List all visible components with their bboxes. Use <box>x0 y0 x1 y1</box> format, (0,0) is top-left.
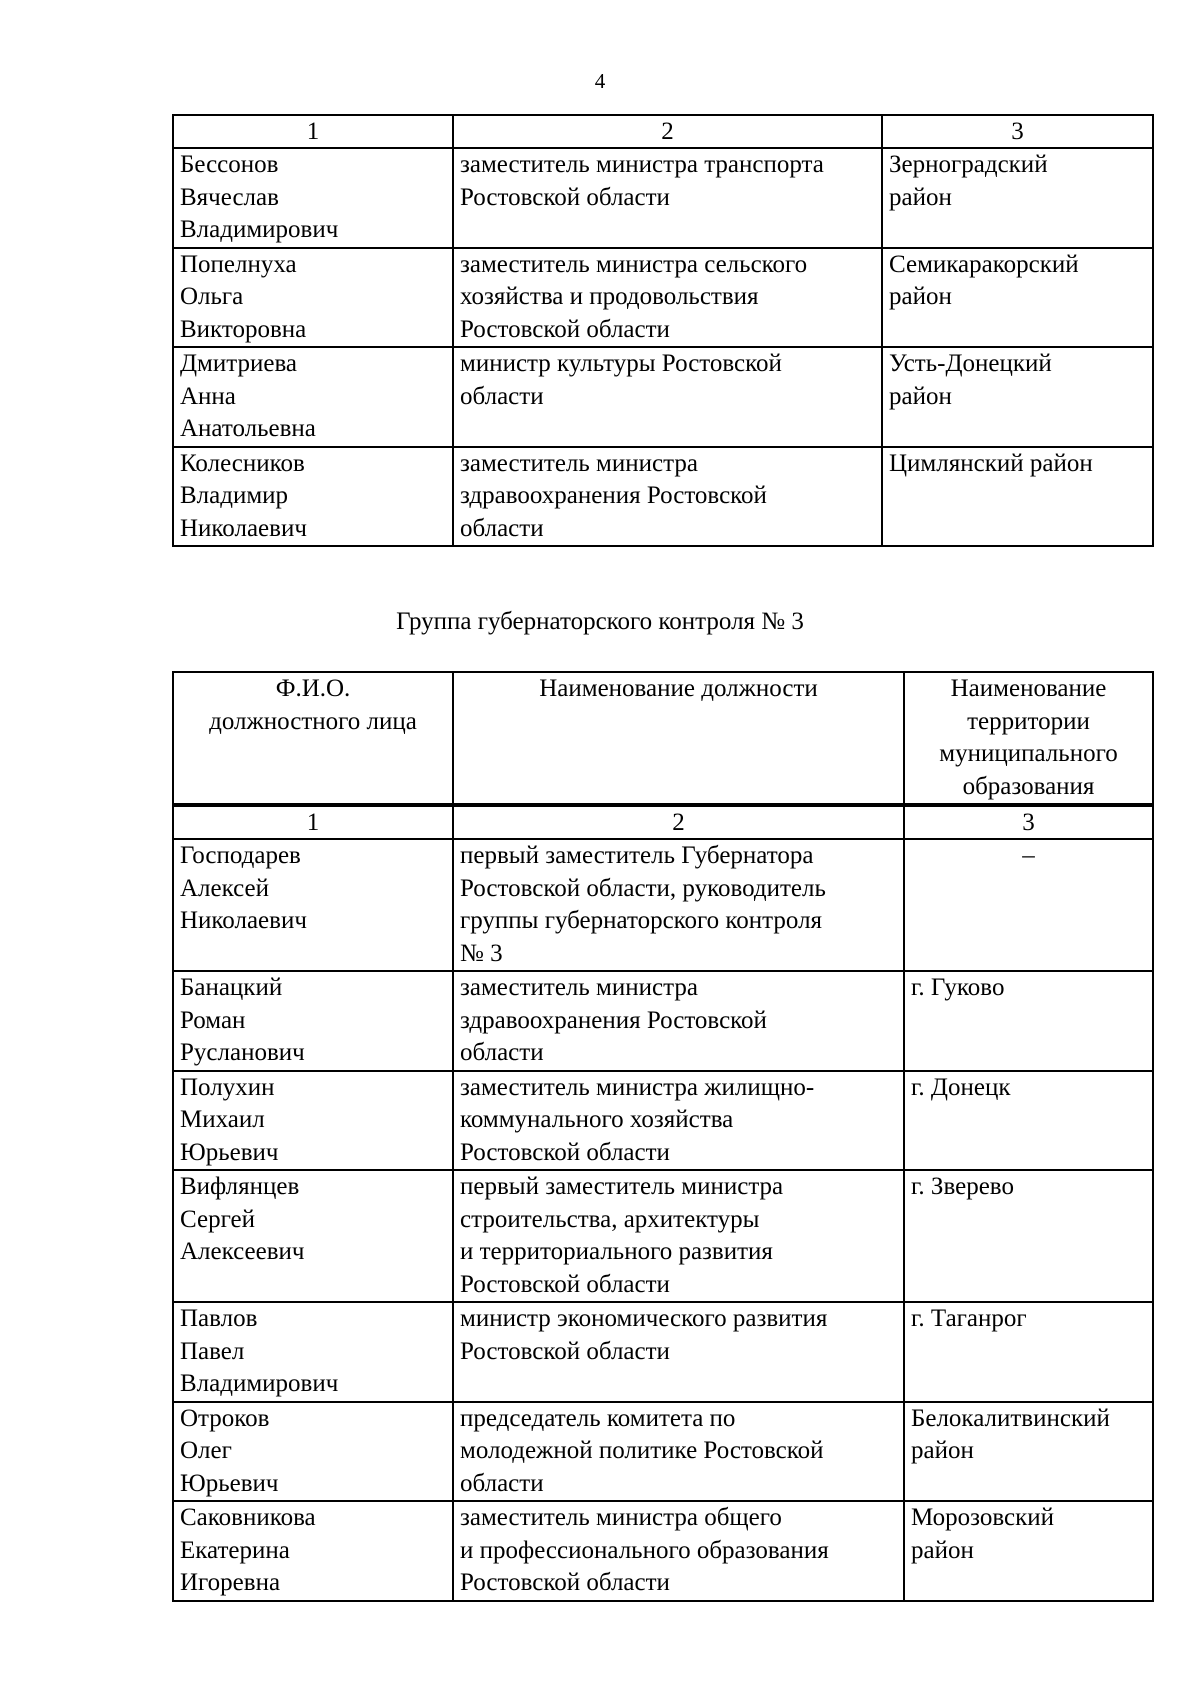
column-number-row <box>173 115 1153 148</box>
name-line: Роман <box>180 1006 246 1034</box>
official-name-cell <box>173 1402 453 1502</box>
column-number: 2 <box>453 115 882 148</box>
position-line: области <box>460 382 544 410</box>
table-row <box>173 1170 1153 1302</box>
name-line: Михаил <box>180 1106 265 1133</box>
territory-line: г. Зверево <box>911 1173 1014 1200</box>
name-line: Николаевич <box>180 907 307 934</box>
position-line: министр культуры Ростовской <box>460 350 782 377</box>
column-number: 3 <box>882 115 1153 148</box>
position-line: заместитель министра жилищно- <box>460 1073 815 1101</box>
position-cell <box>453 1501 904 1601</box>
name-line: Отроков <box>180 1404 270 1432</box>
name-line: Господарев <box>180 842 301 869</box>
name-line: Игоревна <box>180 1569 281 1596</box>
name-line: Владимирович <box>180 216 339 243</box>
territory-cell <box>904 839 1153 971</box>
position-line: Ростовской области <box>460 1337 670 1365</box>
position-cell <box>453 248 882 348</box>
name-line: Владимирович <box>180 1370 339 1397</box>
position-line: Ростовской области <box>460 1138 670 1166</box>
name-line: Алексеевич <box>180 1238 305 1265</box>
territory-cell <box>904 1501 1153 1601</box>
name-line: Вячеслав <box>180 183 279 211</box>
territory-line: Белокалитвинский <box>911 1404 1110 1432</box>
name-line: Николаевич <box>180 514 307 542</box>
table-row <box>173 248 1153 348</box>
table-row <box>173 1071 1153 1171</box>
position-line: хозяйства и продовольствия <box>460 283 759 310</box>
official-name-cell <box>173 1170 453 1302</box>
name-line: Банацкий <box>180 974 283 1001</box>
position-line: и профессионального образования <box>460 1536 829 1564</box>
table-row <box>173 447 1153 547</box>
position-cell <box>453 447 882 547</box>
name-column-header <box>173 672 453 805</box>
territory-line: район <box>889 382 952 410</box>
position-line: здравоохранения Ростовской <box>460 482 767 509</box>
position-cell <box>453 1071 904 1171</box>
position-line: Ростовской области, руководитель <box>460 874 826 902</box>
territory-cell <box>904 1071 1153 1171</box>
official-name-cell <box>173 148 453 248</box>
territory-line: г. Таганрог <box>911 1305 1027 1332</box>
position-line: № 3 <box>460 939 503 967</box>
name-line: Анна <box>180 382 236 410</box>
position-line: молодежной политике Ростовской <box>460 1437 824 1464</box>
header-line: муниципального <box>939 740 1118 767</box>
territory-line: Усть-Донецкий <box>889 350 1052 377</box>
official-name-cell <box>173 248 453 348</box>
territory-line: Морозовский <box>911 1504 1054 1531</box>
territory-line: г. Донецк <box>911 1073 1011 1101</box>
official-name-cell <box>173 839 453 971</box>
name-line: Бессонов <box>180 151 279 178</box>
position-line: председатель комитета по <box>460 1404 736 1432</box>
official-name-cell <box>173 1071 453 1171</box>
name-line: Сергей <box>180 1205 255 1233</box>
name-line: Полухин <box>180 1073 275 1101</box>
name-line: Колесников <box>180 449 305 477</box>
table-row <box>173 148 1153 248</box>
official-name-cell <box>173 1302 453 1402</box>
column-number-row <box>173 805 1153 839</box>
territory-cell <box>882 347 1153 447</box>
territory-cell <box>882 148 1153 248</box>
position-line: области <box>460 1039 544 1066</box>
name-line: Попелнуха <box>180 250 297 278</box>
header-row <box>173 672 1153 805</box>
position-line: Ростовской области <box>460 1569 670 1596</box>
header-line: Наименование <box>950 675 1107 702</box>
official-name-cell <box>173 347 453 447</box>
position-line: области <box>460 1469 544 1497</box>
table-row <box>173 839 1153 971</box>
column-number: 1 <box>173 115 453 148</box>
officials-table-continued <box>172 114 1154 547</box>
position-line: коммунального хозяйства <box>460 1106 734 1133</box>
header-line: Ф.И.О. <box>275 675 351 702</box>
name-line: Дмитриева <box>180 350 298 377</box>
position-cell <box>453 1402 904 1502</box>
position-line: группы губернаторского контроля <box>460 907 823 934</box>
name-line: Анатольевна <box>180 415 316 442</box>
group-heading: Группа губернаторского контроля № 3 <box>396 608 804 635</box>
header-line: должностного лица <box>209 707 417 735</box>
position-line: заместитель министра <box>460 974 698 1001</box>
territory-line: район <box>889 183 952 211</box>
position-line: заместитель министра транспорта <box>460 151 824 178</box>
name-line: Саковникова <box>180 1504 316 1531</box>
header-line: территории <box>967 707 1090 735</box>
position-cell <box>453 1302 904 1402</box>
territory-cell <box>904 1170 1153 1302</box>
position-line: Ростовской области <box>460 315 670 343</box>
position-cell <box>453 347 882 447</box>
name-line: Олег <box>180 1437 232 1464</box>
position-line: строительства, архитектуры <box>460 1205 760 1233</box>
territory-line: Цимлянский район <box>889 449 1093 477</box>
territory-line: – <box>1022 842 1035 869</box>
name-line: Вифлянцев <box>180 1173 300 1200</box>
territory-line: район <box>889 283 952 310</box>
position-cell <box>453 148 882 248</box>
position-line: первый заместитель Губернатора <box>460 842 814 869</box>
name-line: Викторовна <box>180 315 307 343</box>
name-line: Юрьевич <box>180 1469 279 1497</box>
territory-line: г. Гуково <box>911 974 1005 1001</box>
name-line: Алексей <box>180 874 270 902</box>
table-row <box>173 1501 1153 1601</box>
position-line: Ростовской области <box>460 1270 670 1298</box>
official-name-cell <box>173 1501 453 1601</box>
name-line: Юрьевич <box>180 1138 279 1166</box>
header-line: образования <box>962 772 1095 800</box>
name-line: Екатерина <box>180 1536 290 1564</box>
position-line: и территориального развития <box>460 1238 773 1265</box>
column-number: 3 <box>904 805 1153 839</box>
territory-line: Семикаракорский <box>889 250 1079 278</box>
official-name-cell <box>173 971 453 1071</box>
name-line: Владимир <box>180 482 289 509</box>
position-line: области <box>460 514 544 542</box>
table-row <box>173 971 1153 1071</box>
territory-cell <box>904 1402 1153 1502</box>
position-line: заместитель министра общего <box>460 1504 782 1531</box>
position-line: здравоохранения Ростовской <box>460 1006 767 1034</box>
name-line: Павлов <box>180 1305 258 1332</box>
table-row <box>173 1302 1153 1402</box>
position-line: первый заместитель министра <box>460 1173 784 1200</box>
territory-cell <box>904 971 1153 1071</box>
territory-cell <box>882 447 1153 547</box>
column-number: 1 <box>173 805 453 839</box>
territory-line: Зерноградский <box>889 151 1048 178</box>
territory-line: район <box>911 1536 974 1564</box>
position-column-header <box>453 672 904 805</box>
position-cell <box>453 839 904 971</box>
page-number: 4 <box>594 69 606 93</box>
position-line: министр экономического развития <box>460 1305 828 1332</box>
table-row <box>173 1402 1153 1502</box>
column-number: 2 <box>453 805 904 839</box>
territory-column-header <box>904 672 1153 805</box>
position-line: Ростовской области <box>460 183 670 211</box>
official-name-cell <box>173 447 453 547</box>
position-cell <box>453 1170 904 1302</box>
header-line: Наименование должности <box>539 675 818 702</box>
table-row <box>173 347 1153 447</box>
position-line: заместитель министра сельского <box>460 250 808 278</box>
governor-control-group-3-table <box>172 671 1154 1602</box>
name-line: Павел <box>180 1337 245 1365</box>
position-cell <box>453 971 904 1071</box>
territory-line: район <box>911 1437 974 1464</box>
name-line: Ольга <box>180 283 244 310</box>
position-line: заместитель министра <box>460 449 698 477</box>
territory-cell <box>904 1302 1153 1402</box>
territory-cell <box>882 248 1153 348</box>
name-line: Русланович <box>180 1039 305 1066</box>
